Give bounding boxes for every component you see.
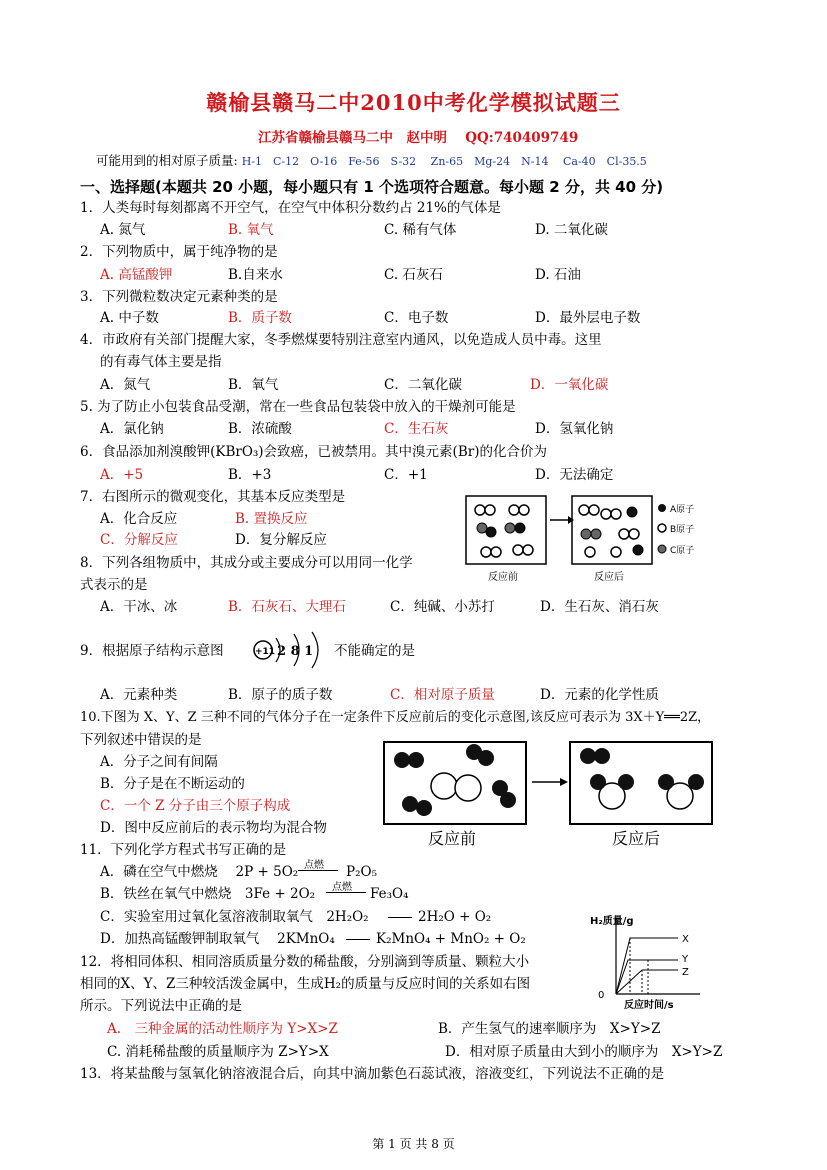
q8-option-b: B．石灰石、大理石 <box>228 599 346 615</box>
q11-d-product: K₂MnO₄ + MnO₂ + O₂ <box>376 931 526 947</box>
q9-option-c: C．相对原子质量 <box>390 687 495 703</box>
q6-option-b: B．+3 <box>228 467 272 483</box>
graph-y-label: H₂质量/g <box>590 916 634 927</box>
q1-option-d: D. 二氧化碳 <box>535 222 608 238</box>
q6-option-a: A．+5 <box>100 467 144 483</box>
q9-stem-cont: 不能确定的是 <box>334 643 415 659</box>
q10-option-a: A．分子之间有间隔 <box>100 754 218 770</box>
q5-option-a: A．氯化钠 <box>100 421 164 437</box>
q12-option-b: B．产生氢气的速率顺序为 X>Y>Z <box>438 1021 661 1037</box>
q3-option-c: C．电子数 <box>384 310 449 326</box>
q11-c-arrow-line <box>388 917 412 918</box>
q11-b-product: Fe₃O₄ <box>370 886 409 902</box>
q5-option-d: D．氢氧化钠 <box>535 421 614 437</box>
graph-series-x: X <box>682 934 689 945</box>
section-heading: 一、选择题(本题共 20 小题，每小题只有 1 个选项符合题意。每小题 2 分，共 40 分) <box>80 178 664 196</box>
q6-option-c: C．+1 <box>384 467 428 483</box>
q1-option-b: B. 氧气 <box>228 222 274 238</box>
q11-option-d: D．加热高锰酸钾制取氧气 2KMnO₄ <box>100 931 335 947</box>
q8-option-c: C．纯碱、小苏打 <box>390 599 495 615</box>
q12-stem-cont2: 所示。下列说法中正确的是 <box>80 998 242 1014</box>
q12-option-a: A. 三种金属的活动性顺序为 Y>X>Z <box>107 1021 338 1037</box>
q6-option-d: D．无法确定 <box>535 467 614 483</box>
q12-option-c: C. 消耗稀盐酸的质量顺序为 Z>Y>X <box>107 1044 329 1060</box>
q3-option-b: B．质子数 <box>228 310 292 326</box>
q9-option-a: A．元素种类 <box>100 687 178 703</box>
page-title: 赣榆县赣马二中2010中考化学模拟试题三 <box>206 90 621 115</box>
q9-option-d: D．元素的化学性质 <box>540 687 659 703</box>
q3-option-d: D．最外层电子数 <box>535 310 641 326</box>
q10-label-before: 反应前 <box>428 829 477 848</box>
graph-x-label: 反应时间/s <box>624 1000 674 1011</box>
q8-stem-cont: 式表示的是 <box>80 577 148 593</box>
q11-option-b: B．铁丝在氧气中燃烧 3Fe + 2O₂ <box>100 886 316 902</box>
q10-stem: 10.下图为 X、Y、Z 三种不同的气体分子在一定条件下反应前后的变化示意图,该反应可表示为 3X＋Y══2Z， <box>80 710 711 725</box>
q11-stem: 11．下列化学方程式书写正确的是 <box>80 842 287 858</box>
q3-stem: 3．下列微粒数决定元素种类的是 <box>80 289 278 305</box>
q10-option-d: D．图中反应前后的表示物均为混合物 <box>100 820 327 836</box>
q10-stem-cont: 下列叙述中错误的是 <box>80 732 202 748</box>
q8-stem: 8．下列各组物质中，其成分或主要成分可以用同一化学 <box>80 555 413 571</box>
q4-stem-cont: 的有毒气体主要是指 <box>100 354 222 370</box>
graph-origin: 0 <box>598 990 605 1001</box>
atomic-mass-label: 可能用到的相对原子质量: <box>96 153 238 168</box>
q4-stem: 4．市政府有关部门提醒大家，冬季燃煤要特别注意室内通风，以免造成人员中毒。这里 <box>80 332 602 348</box>
q6-stem: 6．食品添加剂溴酸钾(KBrO₃)会致癌，已被禁用。其中溴元素(Br)的化合价为 <box>80 444 547 460</box>
q10-option-c: C．一个 Z 分子由三个原子构成 <box>100 798 291 814</box>
q11-option-c: C．实验室用过氧化氢溶液制取氧气 2H₂O₂ <box>100 909 369 925</box>
graph-series-y: Y <box>682 954 689 965</box>
atom-structure-diagram <box>250 628 330 672</box>
graph-series-z: Z <box>682 967 689 978</box>
q10-option-b: B．分子是在不断运动的 <box>100 776 245 792</box>
q11-a-arrow-line <box>298 870 338 871</box>
q7-option-a: A．化合反应 <box>100 511 178 527</box>
q2-option-b: B.自来水 <box>228 267 283 283</box>
legend-b-atom: B原子 <box>670 525 695 535</box>
q1-option-c: C. 稀有气体 <box>384 222 457 238</box>
q4-option-b: B．氧气 <box>228 377 279 393</box>
q12-graph <box>588 912 708 1012</box>
q9-option-b: B．原子的质子数 <box>228 687 333 703</box>
legend-a-atom: A原子 <box>670 505 695 515</box>
q8-option-d: D．生石灰、消石灰 <box>540 599 659 615</box>
q12-stem: 12．将相同体积、相同溶质质量分数的稀盐酸，分别滴到等质量、颗粒大小 <box>80 954 530 970</box>
q1-option-a: A. 氮气 <box>100 222 146 238</box>
q8-option-a: A．干冰、冰 <box>100 599 178 615</box>
q13-stem: 13．将某盐酸与氢氧化钠溶液混合后，向其中滴加紫色石蕊试液，溶液变红，下列说法不正确的是 <box>80 1066 665 1082</box>
q2-stem: 2．下列物质中，属于纯净物的是 <box>80 244 278 260</box>
q11-option-a: A．磷在空气中燃烧 2P + 5O₂ <box>100 864 299 880</box>
nucleus-label: +11 <box>255 647 276 657</box>
electron-shells: 2 8 1 <box>277 644 314 659</box>
q7-stem: 7．右图所示的微观变化，其基本反应类型是 <box>80 489 346 505</box>
atomic-mass-values: H-1 C-12 O-16 Fe-56 S-32 Zn-65 Mg-24 N-14 Ca-40 Cl-35.5 <box>241 155 647 168</box>
q11-b-arrow-line <box>326 892 366 893</box>
q7-reaction-figure <box>460 490 700 586</box>
author-line: 江苏省赣榆县赣马二中 赵中明 QQ:740409749 <box>258 130 579 146</box>
q2-option-a: A. 高锰酸钾 <box>100 267 173 283</box>
q9-stem: 9．根据原子结构示意图 <box>80 643 224 659</box>
q5-option-b: B．浓硫酸 <box>228 421 292 437</box>
q11-a-condition: 点燃 <box>304 860 324 871</box>
q7-label-after: 反应后 <box>594 572 624 583</box>
atomic-mass-line <box>96 151 647 169</box>
q11-b-condition: 点燃 <box>332 882 352 893</box>
q12-stem-cont1: 相同的X、Y、Z三种较活泼金属中，生成H₂的质量与反应时间的关系如右图 <box>80 976 531 992</box>
page-footer: 第 1 页 共 8 页 <box>372 1137 455 1151</box>
q7-option-c: C．分解反应 <box>100 532 178 548</box>
q2-option-d: D. 石油 <box>535 267 581 283</box>
legend-c-atom: C原子 <box>670 546 695 556</box>
q10-label-after: 反应后 <box>612 829 661 848</box>
q11-d-arrow-line <box>346 939 370 940</box>
q2-option-c: C. 石灰石 <box>384 267 443 283</box>
q7-label-before: 反应前 <box>488 572 518 583</box>
q4-option-d: D．一氧化碳 <box>530 377 609 393</box>
q7-option-b: B. 置换反应 <box>235 511 308 527</box>
q7-option-d: D．复分解反应 <box>235 532 327 548</box>
q5-stem: 5. 为了防止小包装食品受潮，常在一些食品包装袋中放入的干燥剂可能是 <box>80 399 516 415</box>
q11-a-product: P₂O₅ <box>346 864 377 880</box>
q10-molecule-figure <box>380 738 728 850</box>
q4-option-c: C．二氧化碳 <box>384 377 462 393</box>
q5-option-c: C．生石灰 <box>384 421 449 437</box>
q1-stem: 1．人类每时每刻都离不开空气，在空气中体积分数约占 21%的气体是 <box>80 200 501 216</box>
q3-option-a: A. 中子数 <box>100 310 159 326</box>
q4-option-a: A．氮气 <box>100 377 151 393</box>
q11-c-product: 2H₂O + O₂ <box>418 909 492 925</box>
q12-option-d: D．相对原子质量由大到小的顺序为 X>Y>Z <box>445 1044 723 1060</box>
